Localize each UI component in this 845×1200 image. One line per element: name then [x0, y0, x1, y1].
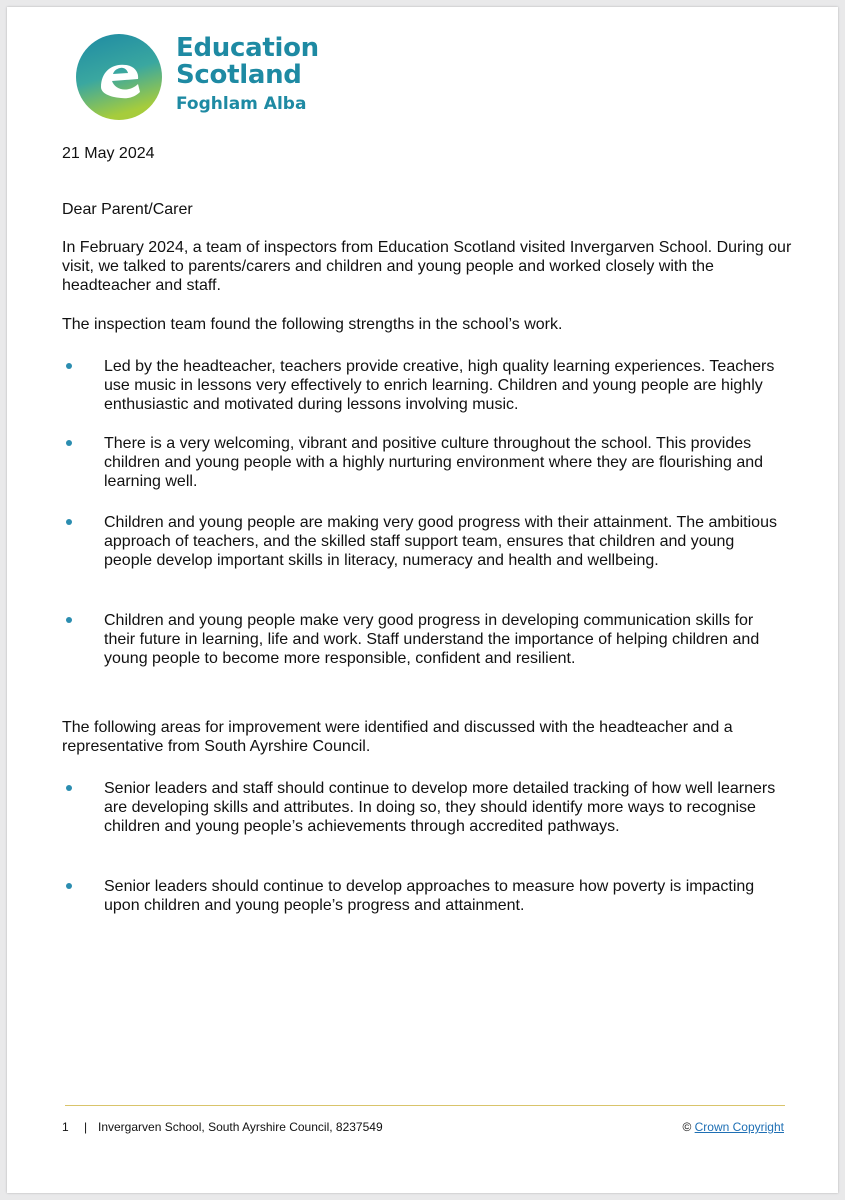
- bullet-dot: [66, 883, 72, 889]
- strengths-heading: The inspection team found the following strengths in the school’s work.: [62, 316, 563, 333]
- logo-text-gaelic: Foghlam Alba: [176, 94, 307, 114]
- strength-text: Led by the headteacher, teachers provide creative, high quality learning experiences. Teachers use music in lessons very effectively to enrich learning. Children and young people are highly enthusiastic and motivated during lessons involving music.: [104, 358, 775, 413]
- crown-copyright-link[interactable]: Crown Copyright: [694, 1120, 784, 1134]
- page-number: 1: [62, 1120, 69, 1134]
- document-page: [7, 7, 838, 1193]
- footer-divider: [65, 1105, 785, 1106]
- bullet-dot: [66, 519, 72, 525]
- copyright-symbol: ©: [682, 1120, 692, 1134]
- education-scotland-e-icon: [71, 29, 171, 129]
- footer-info: [62, 1120, 383, 1134]
- bullet-dot: [66, 363, 72, 369]
- footer-school-info: Invergarven School, South Ayrshire Council, 8237549: [98, 1120, 383, 1134]
- bullet-dot: [66, 785, 72, 791]
- letter-date: 21 May 2024: [62, 145, 155, 162]
- strength-text: There is a very welcoming, vibrant and positive culture throughout the school. This provides children and young people with a highly nurturing environment where they are flourishing and learning well.: [104, 435, 764, 490]
- improvement-text: Senior leaders should continue to develop approaches to measure how poverty is impacting upon children and young people’s progress and attainment.: [104, 878, 755, 914]
- salutation: Dear Parent/Carer: [62, 201, 193, 218]
- footer-copyright: [682, 1120, 784, 1134]
- bullet-dot: [66, 617, 72, 623]
- logo-text-education: Education: [176, 33, 319, 63]
- intro-paragraph: In February 2024, a team of inspectors from Education Scotland visited Invergarven School. During our visit, we talked to parents/carers and children and young people and worked closely with the headteacher and staff.: [62, 239, 792, 294]
- strength-text: Children and young people are making very good progress with their attainment. The ambitious approach of teachers, and the skilled staff support team, ensures that children and young people develop important skills in literacy, numeracy and health and wellbeing.: [104, 514, 777, 569]
- footer-separator: |: [84, 1120, 88, 1134]
- logo-text-scotland: Scotland: [176, 60, 302, 90]
- education-scotland-logo: [71, 29, 319, 129]
- improvement-text: Senior leaders and staff should continue to develop more detailed tracking of how well learners are developing skills and attributes. In doing so, they should identify more ways to recognise children and young people’s achievements through accredited pathways.: [104, 780, 776, 835]
- improvements-heading: The following areas for improvement were identified and discussed with the headteacher and a representative from South Ayrshire Council.: [62, 719, 733, 755]
- bullet-dot: [66, 440, 72, 446]
- strength-text: Children and young people make very good progress in developing communication skills for their future in learning, life and work. Staff understand the importance of helping children and young people to become more responsible, confident and resilient.: [104, 612, 760, 667]
